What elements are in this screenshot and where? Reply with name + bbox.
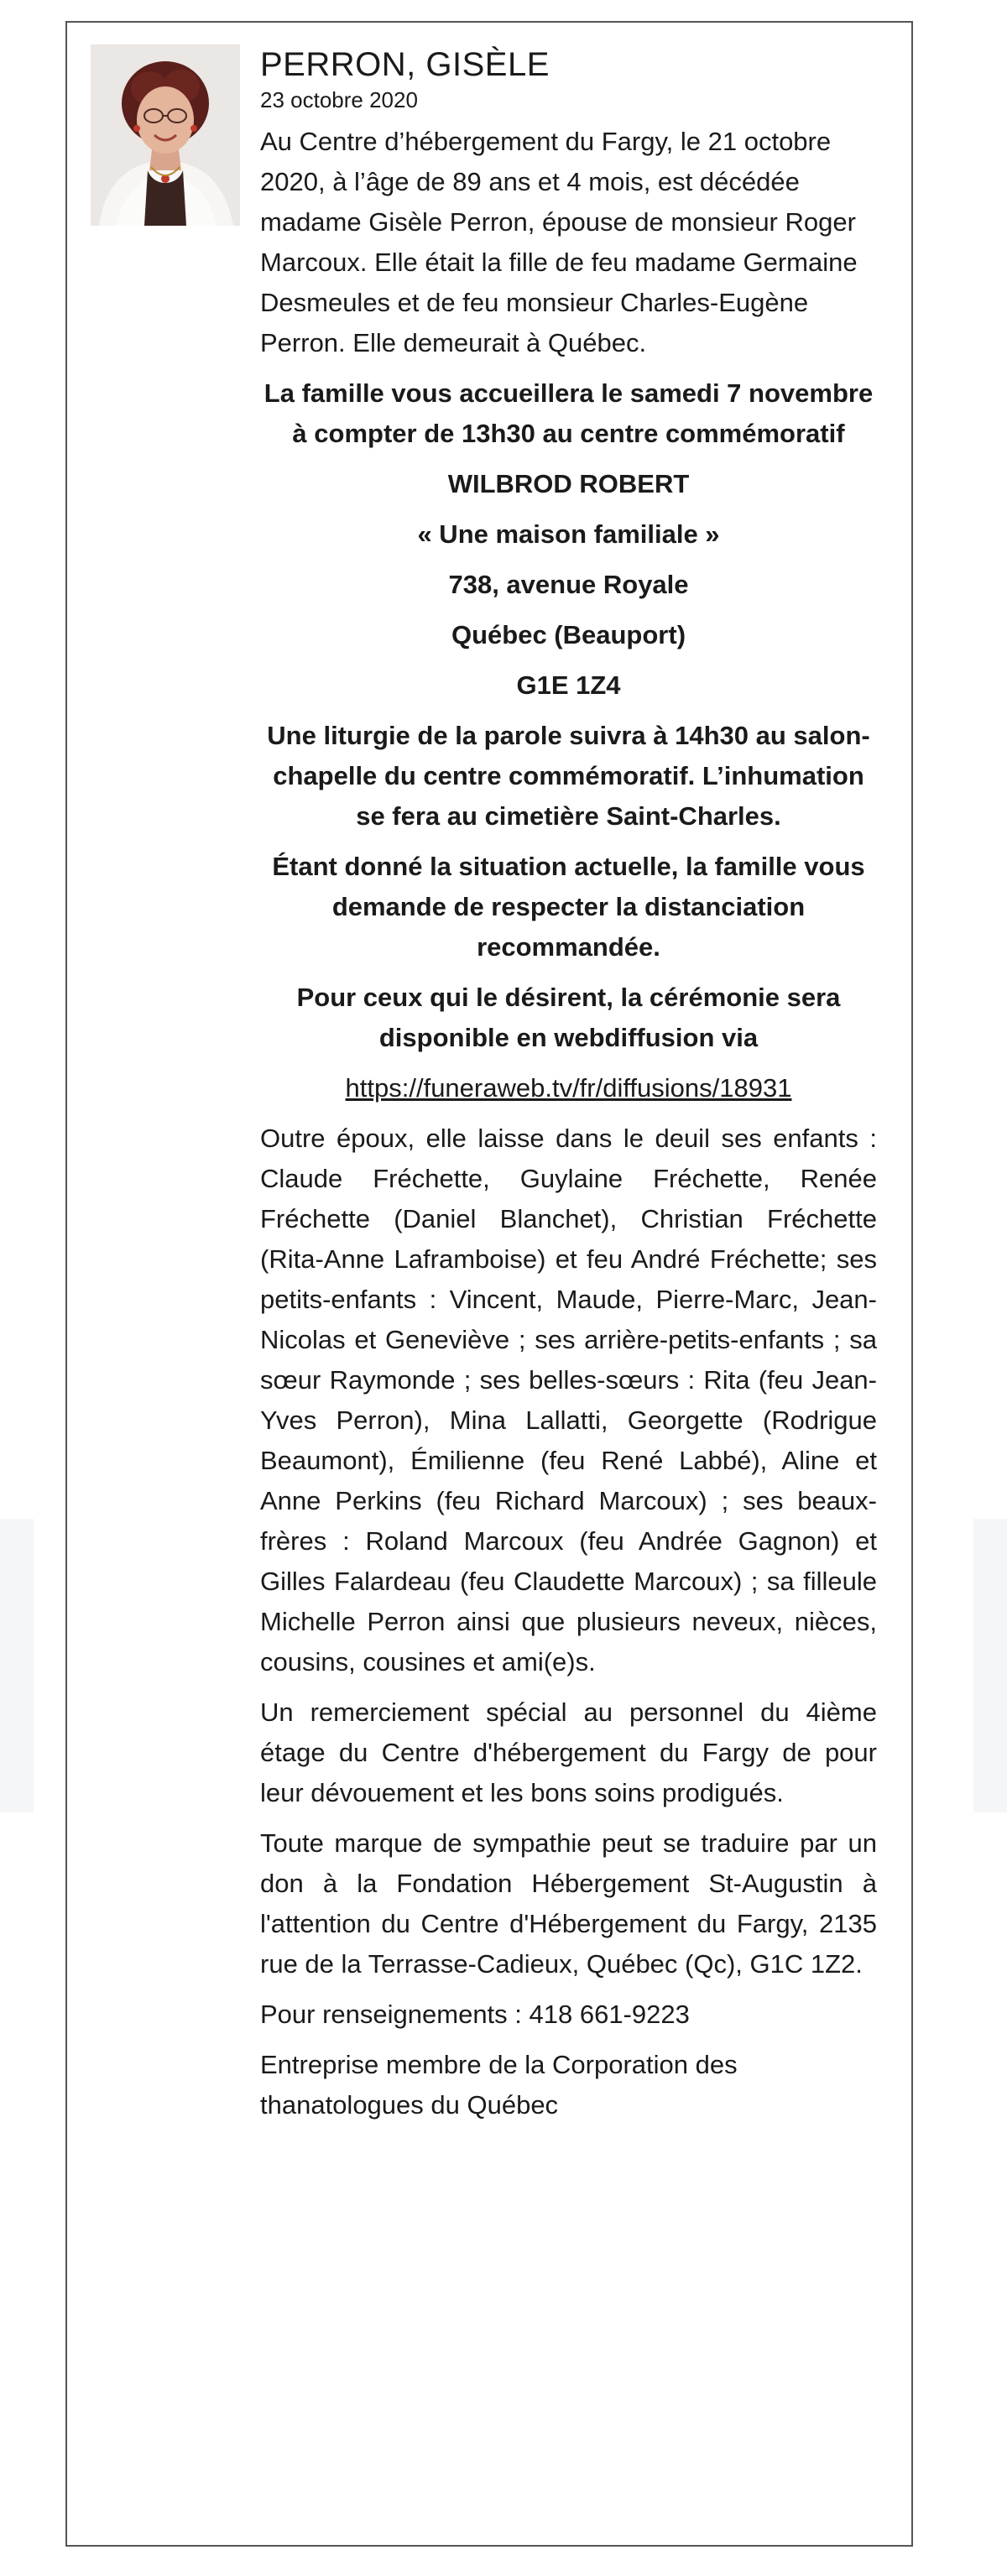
- portrait-image: [91, 44, 240, 226]
- obituary-card: [65, 21, 913, 2547]
- thanks-paragraph: Un remerciement spécial au personnel du 4ième étage du Centre d'hébergement du Fargy de pour leur dévouement et les bons soins prodigués.: [260, 1697, 877, 1807]
- venue-tagline: « Une maison familiale »: [417, 519, 720, 549]
- distancing-paragraph: Étant donné la situation actuelle, la famille vous demande de respecter la distanciation recommandée.: [272, 852, 865, 962]
- donation-paragraph: Toute marque de sympathie peut se traduire par un don à la Fondation Hébergement St-Augustin à l'attention du Centre d'Hébergement du Fargy, 2135 rue de la Terrasse-Cadieux, Québec (Qc), G1C 1Z2.: [260, 1828, 877, 1979]
- liturgy-paragraph: Une liturgie de la parole suivra à 14h30 au salon-chapelle du centre commémoratif. L’inhumation se fera au cimetière Saint-Charles.: [267, 721, 870, 831]
- webcast-intro: Pour ceux qui le désirent, la cérémonie sera disponible en webdiffusion via: [296, 983, 841, 1052]
- obituary-text: [260, 43, 877, 2135]
- intro-paragraph: Au Centre d’hébergement du Fargy, le 21 octobre 2020, à l’âge de 89 ans et 4 mois, est décédée madame Gisèle Perron, épouse de monsieur Roger Marcoux. Elle était la fille de feu madame Germaine Desmeules et de feu monsieur Charles-Eugène Perron. Elle demeurait à Québec.: [260, 127, 858, 357]
- visitation-paragraph: La famille vous accueillera le samedi 7 novembre à compter de 13h30 au centre commémoratif: [263, 378, 874, 448]
- member-paragraph: Entreprise membre de la Corporation des thanatologues du Québec: [260, 2050, 738, 2120]
- info-paragraph: Pour renseignements : 418 661-9223: [260, 2000, 690, 2029]
- right-edge-panel: [973, 1519, 1007, 1812]
- venue-city: Québec (Beauport): [451, 620, 686, 649]
- venue-street: 738, avenue Royale: [448, 570, 689, 599]
- survivors-paragraph: Outre époux, elle laisse dans le deuil ses enfants : Claude Fréchette, Guylaine Fréchette, Renée Fréchette (Daniel Blanchet), Christian Fréchette (Rita-Anne Laframboise) et feu André Fréchette; ses petits-enfants : Vincent, Maude, Pierre-Marc, Jean-Nicolas et Geneviève ; ses arrière-petits-enfants ; sa sœur Raymonde ; ses belles-sœurs : Rita (feu Jean-Yves Perron), Mina Lallatti, Georgette (Rodrigue Beaumont), Émilienne (feu René Labbé), Aline et Anne Perkins (feu Richard Marcoux) ; ses beaux-frères : Roland Marcoux (feu Andrée Gagnon) et Gilles Falardeau (feu Claudette Marcoux) ; sa filleule Michelle Perron ainsi que plusieurs neveux, nièces, cousins, cousines et ami(e)s.: [260, 1124, 877, 1676]
- venue-name: WILBROD ROBERT: [447, 469, 690, 498]
- portrait-photo: [91, 44, 240, 226]
- webcast-link[interactable]: https://funeraweb.tv/fr/diffusions/18931: [345, 1073, 792, 1103]
- left-edge-panel: [0, 1519, 34, 1812]
- publication-date: 23 octobre 2020: [260, 87, 418, 112]
- deceased-name: PERRON, GISÈLE: [260, 46, 550, 83]
- venue-postal-code: G1E 1Z4: [516, 670, 621, 700]
